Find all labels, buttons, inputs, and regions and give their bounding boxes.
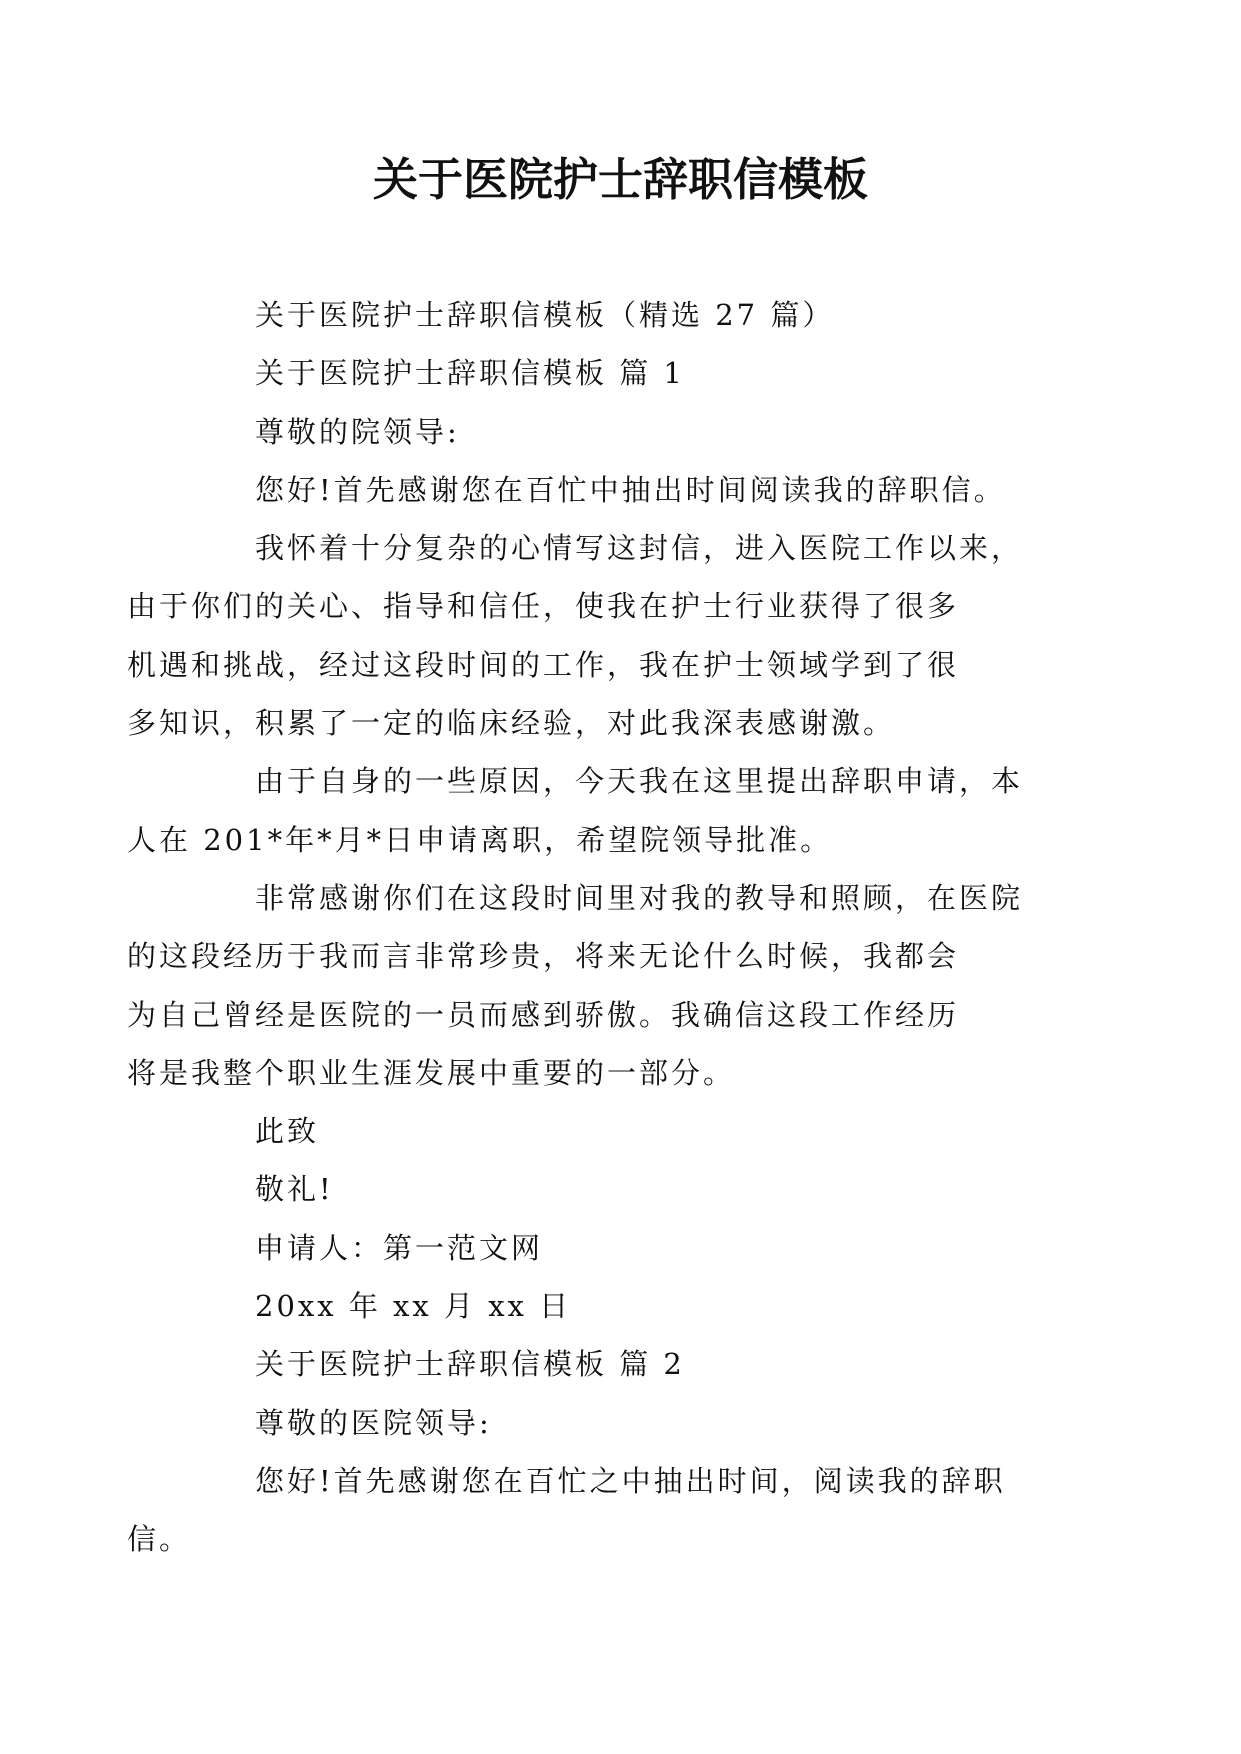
closing (191, 1102, 1061, 1160)
section-heading (191, 344, 1061, 402)
paragraph (127, 869, 1061, 1102)
text-line-content: 20xx 年 xx 月 xx 日 (255, 1289, 572, 1324)
document-body (127, 286, 1061, 1569)
paragraph (127, 752, 1061, 869)
text-line-content: 敬礼! (255, 1172, 334, 1207)
paragraph (127, 519, 1061, 752)
paragraph (191, 461, 1061, 519)
text-line-content: 将是我整个职业生涯发展中重要的一部分。 (127, 1055, 736, 1090)
text-line-content: 关于医院护士辞职信模板 篇 1 (255, 356, 685, 391)
salutation (191, 1394, 1061, 1452)
text-line-content: 非常感谢你们在这段时间里对我的教导和照顾，在医院 (255, 880, 1024, 915)
text-line-content: 申请人：第一范文网 (255, 1230, 544, 1265)
paragraph (127, 1452, 1061, 1569)
closing (191, 1160, 1061, 1218)
document-title: 关于医院护士辞职信模板 (372, 153, 868, 206)
text-line-content: 您好!首先感谢您在百忙之中抽出时间，阅读我的辞职 (255, 1463, 1006, 1498)
text-line-content: 由于你们的关心、指导和信任，使我在护士行业获得了很多 (127, 589, 960, 624)
text-line-content: 此致 (255, 1114, 320, 1149)
text-line-content: 我怀着十分复杂的心情写这封信，进入医院工作以来， (255, 531, 1024, 566)
text-line-content: 人在 201*年*月*日申请离职，希望院领导批准。 (127, 822, 833, 857)
text-line-content: 尊敬的院领导: (255, 414, 460, 449)
date-line (191, 1277, 1061, 1335)
text-line-content: 为自己曾经是医院的一员而感到骄傲。我确信这段工作经历 (127, 997, 960, 1032)
salutation (191, 403, 1061, 461)
text-line-content: 关于医院护士辞职信模板 篇 2 (255, 1347, 685, 1382)
text-line-content: 的这段经历于我而言非常珍贵，将来无论什么时候，我都会 (127, 939, 960, 974)
section-heading (191, 1335, 1061, 1393)
text-line-content: 关于医院护士辞职信模板（精选 27 篇） (255, 298, 835, 332)
text-line (191, 286, 1061, 344)
text-line-content: 由于自身的一些原因，今天我在这里提出辞职申请，本 (255, 764, 1024, 799)
text-line-content: 您好!首先感谢您在百忙中抽出时间阅读我的辞职信。 (255, 472, 1006, 507)
signature (191, 1219, 1061, 1277)
text-line-content: 信。 (127, 1522, 192, 1557)
text-line-content: 机遇和挑战，经过这段时间的工作，我在护士领域学到了很 (127, 647, 960, 682)
text-line-content: 多知识，积累了一定的临床经验，对此我深表感谢激。 (127, 706, 896, 741)
text-line-content: 尊敬的医院领导: (255, 1405, 492, 1440)
